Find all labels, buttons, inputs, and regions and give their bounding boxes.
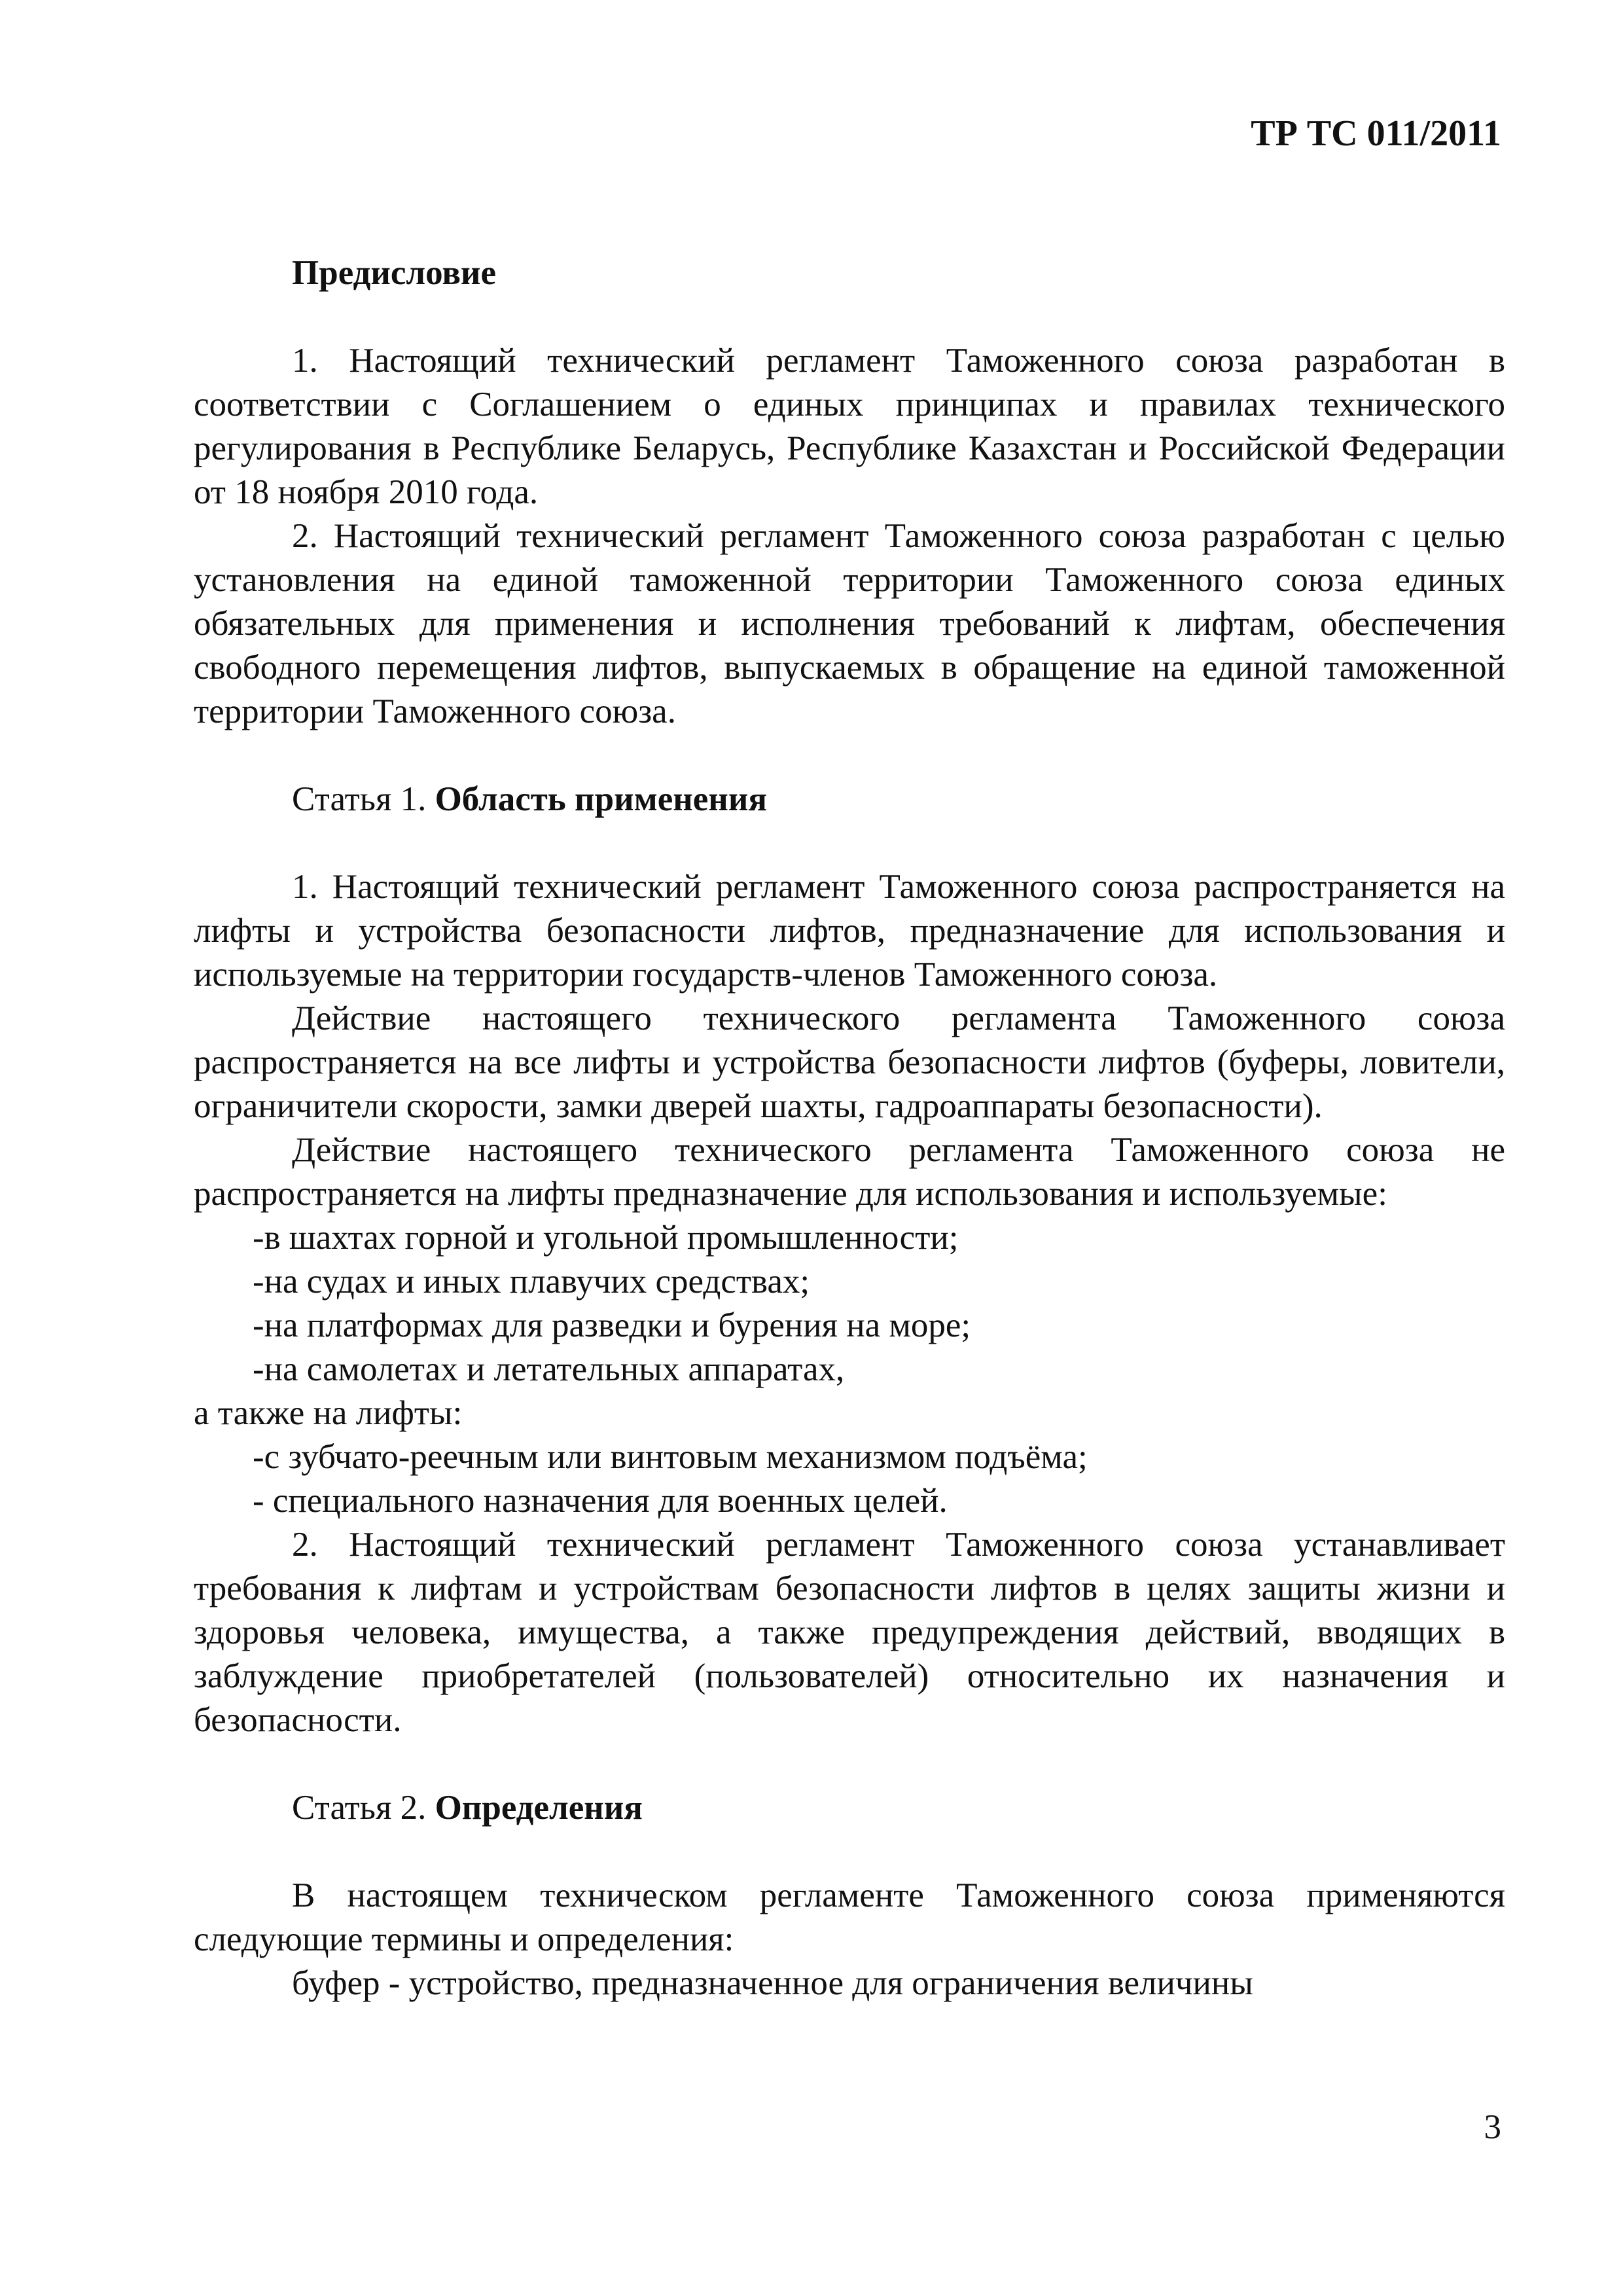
article-1-heading: Статья 1. Область применения <box>292 780 768 818</box>
list-item: -с зубчато-реечным или винтовым механизмом подъёма; <box>253 1438 1088 1476</box>
list-item: -в шахтах горной и угольной промышленности; <box>253 1219 959 1257</box>
list-item: - специального назначения для военных целей. <box>253 1482 948 1520</box>
list-item: -на судах и иных плавучих средствах; <box>253 1263 810 1300</box>
article-1-paragraph-1: 1. Настоящий технический регламент Таможенного союза распространяется на лифты и устройства безопасности лифтов, предназначение для использования и используемые на территории государств-членов Таможенного союза. <box>194 868 1505 994</box>
article-1-paragraph-4: 2. Настоящий технический регламент Таможенного союза устанавливает требования к лифтам и устройствам безопасности лифтов в целях защиты жизни и здоровья человека, имущества, а также предупреждения действий, вводящих в заблуждение приобретателей (пользователей) относительно их назначения и безопасности. <box>194 1526 1505 1739</box>
article-1-paragraph-3: Действие настоящего технического регламента Таможенного союза не распространяется на лифты предназначение для использования и используемые: <box>194 1131 1505 1213</box>
page-number: 3 <box>1484 2108 1501 2146</box>
article-2-paragraph-1: В настоящем техническом регламенте Таможенного союза применяются следующие термины и определения: <box>194 1876 1505 1958</box>
article-2-heading: Статья 2. Определения <box>292 1789 643 1827</box>
also-lifts-line: а также на лифты: <box>194 1394 463 1432</box>
article-1-paragraph-2: Действие настоящего технического регламента Таможенного союза распространяется на все лифты и устройства безопасности лифтов (буферы, ловители, ограничители скорости, замки дверей шахты, гадроаппараты безопасности). <box>194 999 1505 1125</box>
article-2-paragraph-2: буфер - устройство, предназначенное для ограничения величины <box>292 1964 1253 2002</box>
list-item: -на платформах для разведки и бурения на море; <box>253 1306 971 1344</box>
list-item: -на самолетах и летательных аппаратах, <box>253 1350 845 1388</box>
preface-title: Предисловие <box>292 254 496 292</box>
document-body <box>194 251 1505 2005</box>
preface-paragraph-1: 1. Настоящий технический регламент Таможенного союза разработан в соответствии с Соглашением о единых принципах и правилах технического регулирования в Республике Беларусь, Республике Казахстан и Российской Федерации от 18 ноября 2010 года. <box>194 342 1505 511</box>
document-code: ТР ТС 011/2011 <box>1251 113 1501 154</box>
preface-paragraph-2: 2. Настоящий технический регламент Таможенного союза разработан с целью установления на единой таможенной территории Таможенного союза единых обязательных для применения и исполнения требований к лифтам, обеспечения свободного перемещения лифтов, выпускаемых в обращение на единой таможенной территории Таможенного союза. <box>194 517 1505 730</box>
